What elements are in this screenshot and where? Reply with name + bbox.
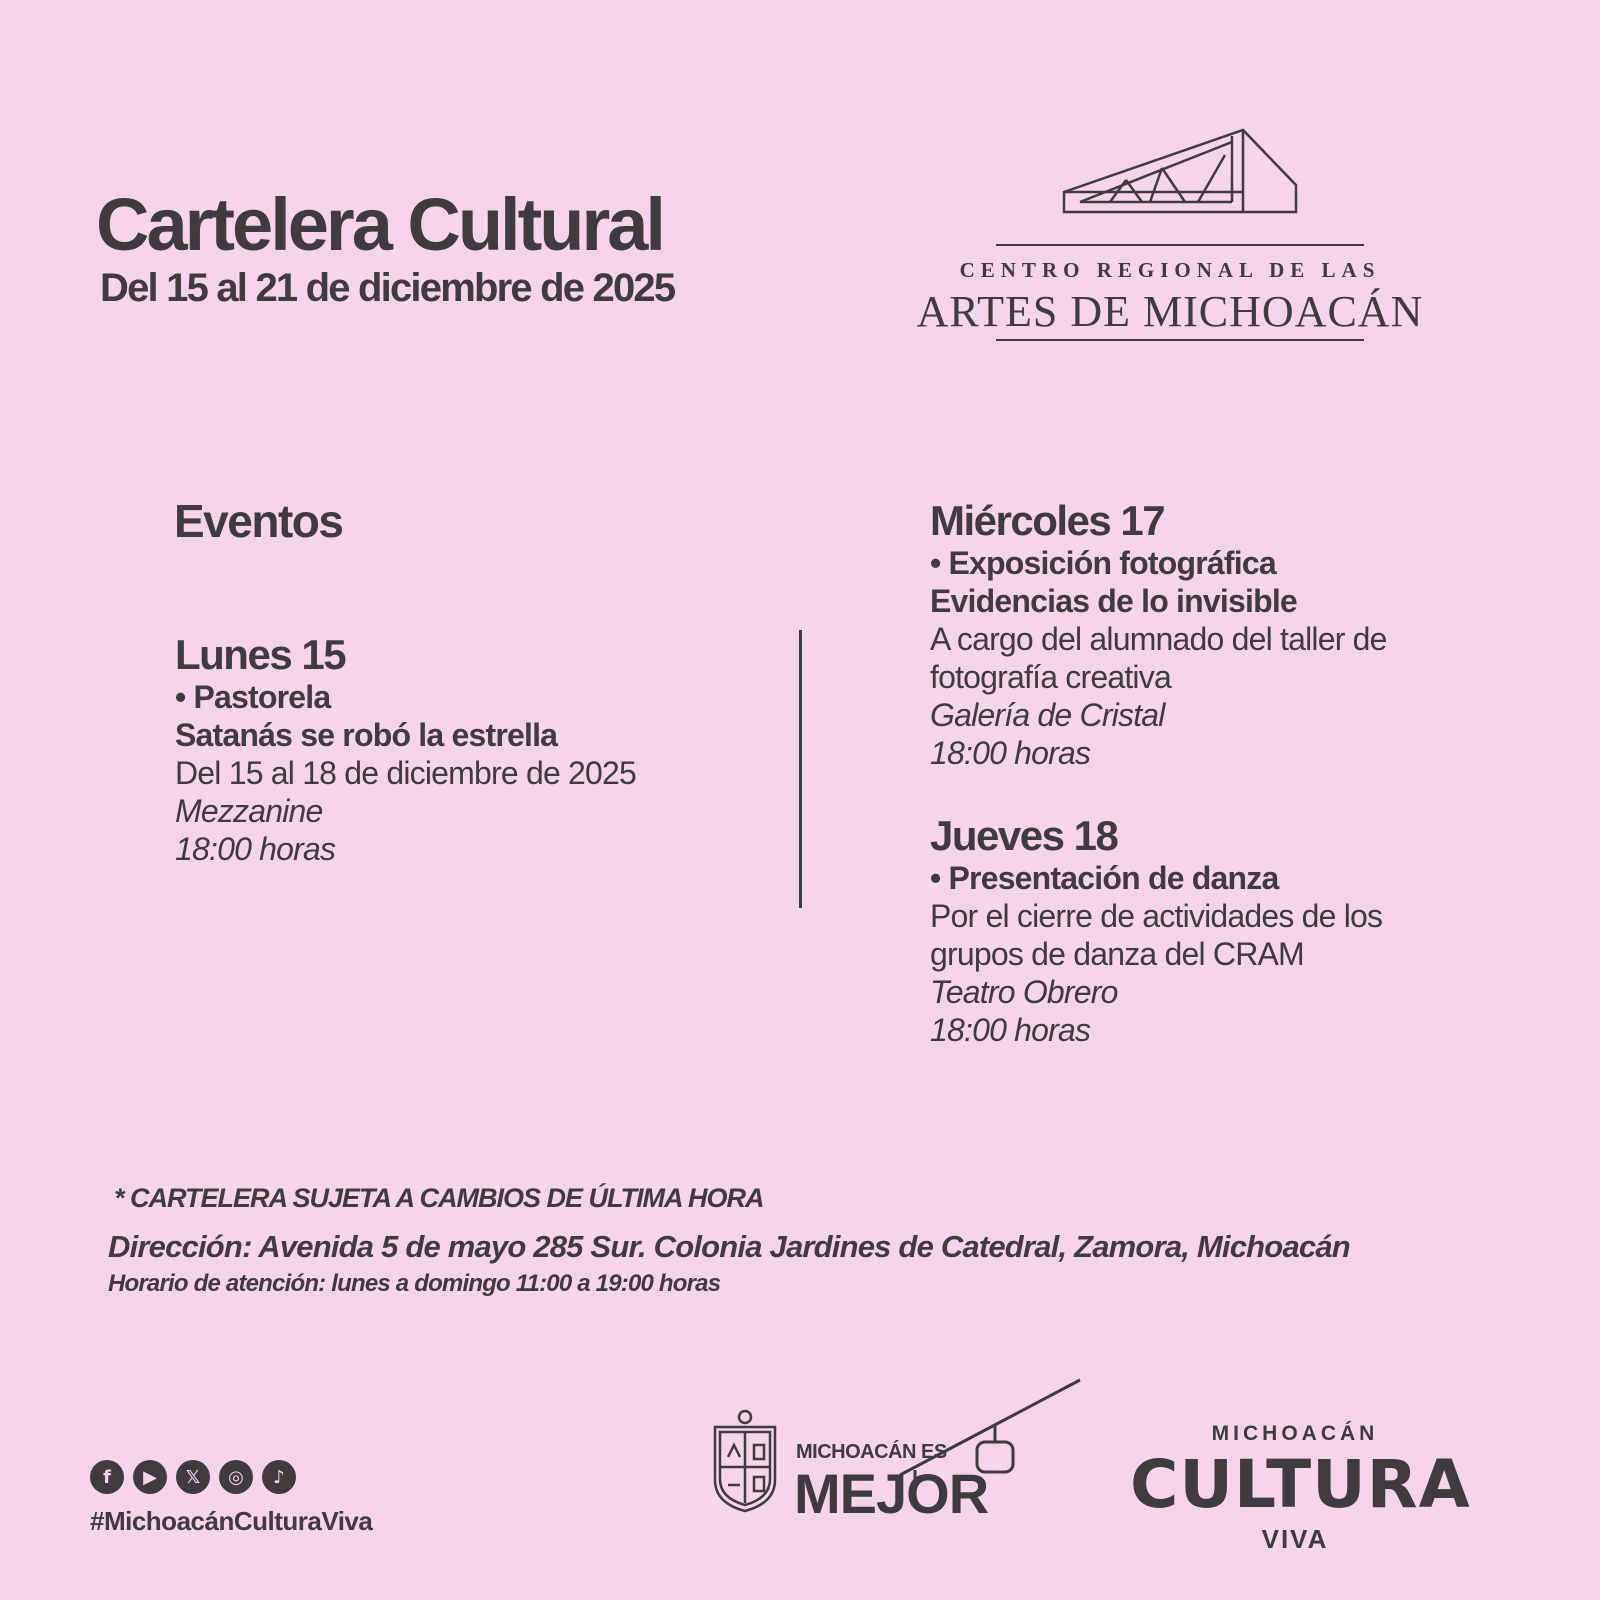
event-type: • Exposición fotográfica xyxy=(930,545,1276,581)
x-icon[interactable]: 𝕏 xyxy=(176,1460,210,1494)
logo-top-text: MICHOACÁN xyxy=(1211,1422,1379,1445)
event-day: Jueves 18 xyxy=(930,812,1118,859)
coat-of-arms-icon xyxy=(710,1405,780,1515)
logo-big-text: MEJOR xyxy=(794,1462,989,1525)
youtube-icon[interactable]: ▶ xyxy=(133,1460,167,1494)
event-type: • Pastorela xyxy=(175,679,331,715)
event-time: 18:00 horas xyxy=(930,735,1091,771)
instagram-icon[interactable]: ◎ xyxy=(219,1460,253,1494)
address: Dirección: Avenida 5 de mayo 285 Sur. Colonia Jardines de Catedral, Zamora, Michoacán xyxy=(108,1229,1350,1264)
event-venue: Mezzanine xyxy=(175,793,323,829)
event-description: A cargo del alumnado del taller de xyxy=(930,621,1387,657)
logo-bottom-text: VIVA xyxy=(1261,1524,1329,1554)
michoacan-cultura-viva-logo xyxy=(1130,1420,1471,1554)
page-title: Cartelera Cultural xyxy=(96,183,663,266)
event-jueves xyxy=(930,812,1383,1049)
event-lunes xyxy=(175,631,637,868)
opening-hours: Horario de atención: lunes a domingo 11:00 a 19:00 horas xyxy=(108,1270,721,1297)
social-icons xyxy=(90,1460,296,1494)
event-time: 18:00 horas xyxy=(930,1012,1091,1048)
logo-line1: CENTRO REGIONAL DE LAS xyxy=(959,258,1381,282)
event-type: • Presentación de danza xyxy=(930,860,1279,896)
event-venue: Teatro Obrero xyxy=(930,974,1118,1010)
logo-mid-text: CULTURA xyxy=(1130,1446,1471,1523)
event-description: fotografía creativa xyxy=(930,659,1171,695)
event-description: Del 15 al 18 de diciembre de 2025 xyxy=(175,755,637,791)
event-miercoles xyxy=(930,497,1387,772)
event-day: Miércoles 17 xyxy=(930,497,1165,544)
facebook-icon[interactable]: f xyxy=(90,1460,124,1494)
logo-small-text: MICHOACÁN ES xyxy=(796,1441,947,1463)
cram-logo xyxy=(880,120,1460,360)
section-title: Eventos xyxy=(174,495,343,547)
event-day: Lunes 15 xyxy=(175,631,346,678)
hashtag: #MichoacánCulturaViva xyxy=(90,1506,373,1536)
event-name: Evidencias de lo invisible xyxy=(930,583,1297,619)
cable-car-icon xyxy=(885,1370,1085,1490)
building-icon xyxy=(880,120,1460,230)
michoacan-es-mejor-logo xyxy=(710,1385,1100,1535)
event-name: Satanás se robó la estrella xyxy=(175,717,558,753)
event-description: Por el cierre de actividades de los xyxy=(930,898,1383,934)
event-venue: Galería de Cristal xyxy=(930,697,1165,733)
divider xyxy=(996,339,1364,341)
tiktok-icon[interactable]: ♪ xyxy=(262,1460,296,1494)
change-notice: * CARTELERA SUJETA A CAMBIOS DE ÚLTIMA HORA xyxy=(114,1183,764,1213)
logo-line2: ARTES DE MICHOACÁN xyxy=(916,287,1424,336)
column-divider xyxy=(799,630,802,908)
divider xyxy=(996,244,1364,246)
event-time: 18:00 horas xyxy=(175,831,336,867)
date-range: Del 15 al 21 de diciembre de 2025 xyxy=(100,266,675,310)
event-description: grupos de danza del CRAM xyxy=(930,936,1304,972)
